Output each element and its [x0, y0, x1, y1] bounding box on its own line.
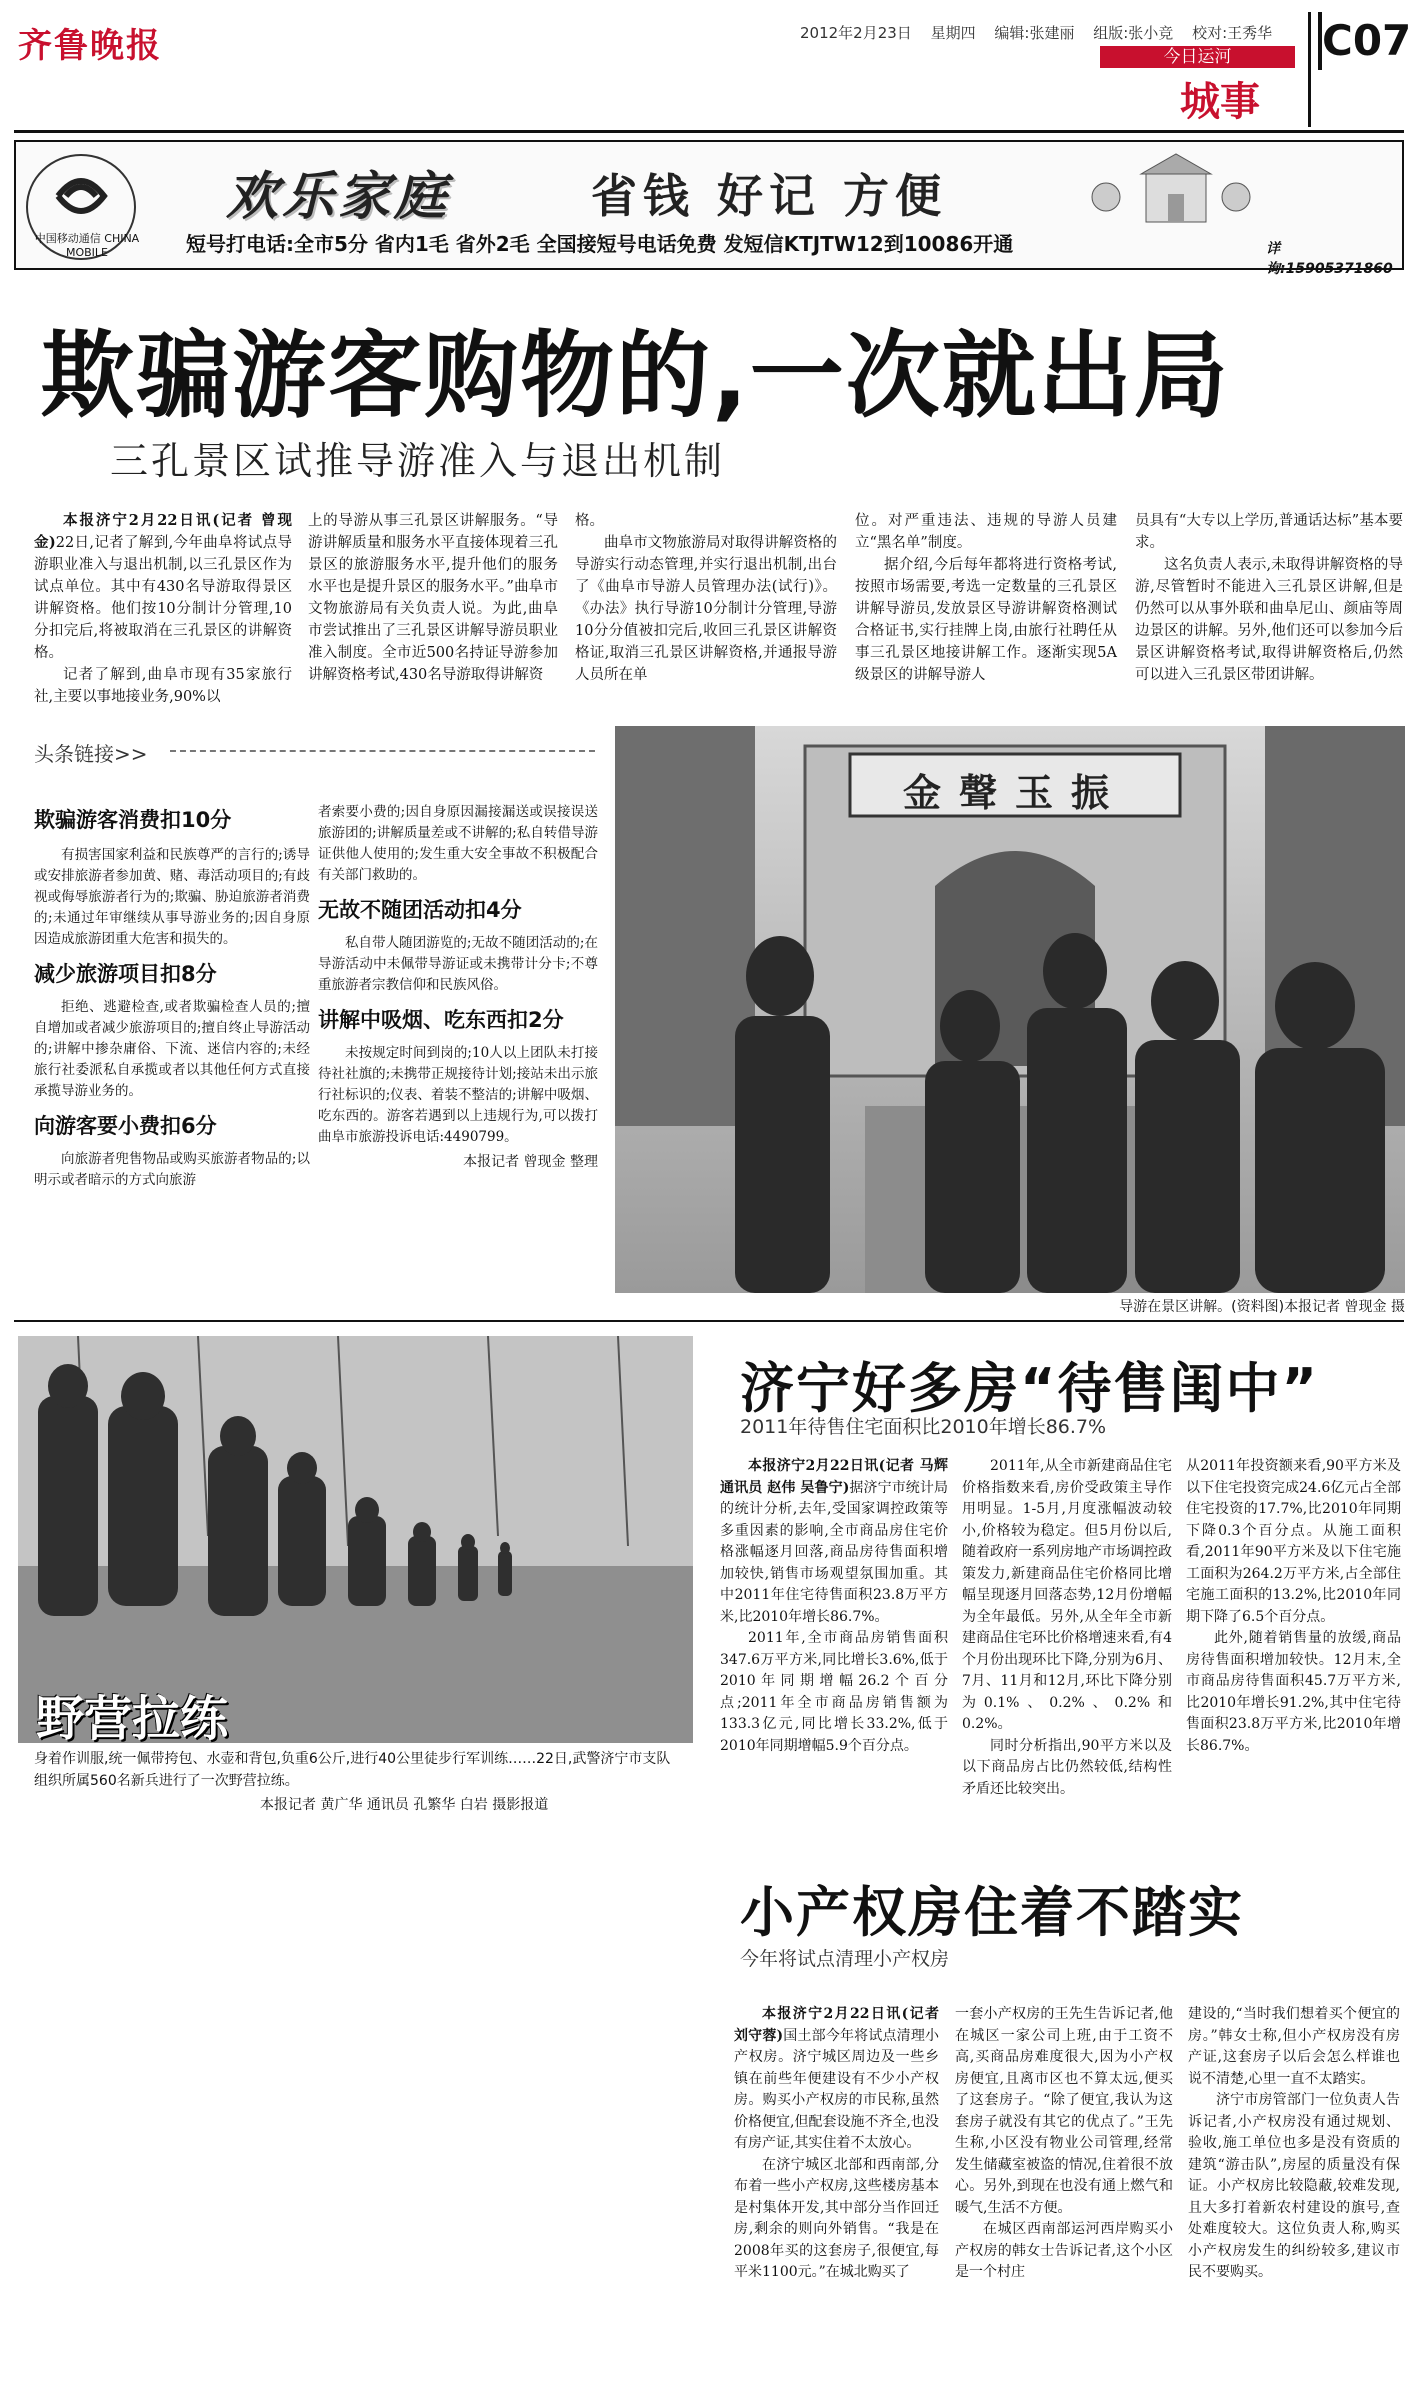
header-divider: [1308, 12, 1311, 127]
housing-byline: 本报济宁2月22日讯(记者 马辉 通讯员 赵伟 吴鲁宁): [720, 1458, 948, 1496]
lead-col5-p2: 这名负责人表示,未取得讲解资格的导游,尽管暂时不能进入三孔景区讲解,但是仍然可以从事外联和曲阜尼山、颜庙等周边景区的讲解。另外,他们还可以参加今后景区讲解资格考试,取得讲解资格后,仍然可以进入三孔景区带团讲解。: [1135, 557, 1403, 683]
links-column-2: [318, 802, 598, 1173]
ad-slogan: 省钱 好记 方便: [591, 169, 948, 223]
family-illustration-icon: [1076, 152, 1266, 262]
lead-headline: 欺骗游客购物的,一次就出局: [40, 322, 1230, 431]
links-column-1: [34, 810, 310, 1191]
link-text-2: 拒绝、逃避检查,或者欺骗检查人员的;擅自增加或者减少旅游项目的;擅自终止导游活动的;讲解中掺杂庸俗、下流、迷信内容的;未经旅行社委派私自承揽或者以其他任何方式直接承揽导游业务的。: [34, 999, 310, 1099]
ad-promo-line: 短号打电话:全市5分 省内1毛 省外2毛 全国接短号电话免费 发短信KTJTW12到10086开通: [186, 232, 1014, 256]
housing-col1-p2: 2011年,全市商品房销售面积347.6万平方米,同比增长3.6%,低于2010年同期增幅26.2个百分点;2011年全市商品房销售额为133.3亿元,同比增长33.2%,低于2010年同期增幅5.9个百分点。: [720, 1630, 948, 1754]
china-mobile-ad: [14, 140, 1404, 277]
tour-guide-photo: [615, 726, 1405, 1293]
link-title-1: 欺骗游客消费扣10分: [34, 808, 232, 832]
smallprop-col2-p1: 一套小产权房的王先生告诉记者,他在城区一家公司上班,由于工资不高,买商品房难度很大,因为小产权房便宜,且离市区也不算太远,便买了这套房子。“除了便宜,我认为这套房子就没有其它的优点了。”王先生称,小区没有物业公司管理,经常发生储藏室被盗的情况,住着很不放心。另外,到现在也没有通上燃气和暖气,生活不方便。: [955, 2006, 1173, 2216]
lead-col4-p1: 位。对严重违法、违规的导游人员建立“黑名单”制度。: [855, 513, 1117, 551]
smallprop-byline: 本报济宁2月22日讯(记者 刘守蓉): [734, 2006, 939, 2044]
housing-col3-p2: 此外,随着销售量的放缓,商品房待售面积增加较快。12月末,全市商品房待售面积45.7万平方米,比2010年增长91.2%,其中住宅待售面积23.8万平方米,比2010年增长86.7%。: [1186, 1630, 1401, 1754]
smallprop-column-3: [1188, 2004, 1400, 2284]
lead-subheadline: 三孔景区试推导游准入与退出机制: [110, 439, 726, 483]
lead-col2-text: 上的导游从事三孔景区讲解服务。“导游讲解质量和服务水平直接体现着三孔景区的旅游服务水平,提升他们的服务水平也是提升景区的服务水平。”曲阜市文物旅游局有关负责人说。为此,曲阜市尝试推出了三孔景区讲解导游员职业准入制度。全市近500名持证导游参加讲解资格考试,430名导游取得讲解资: [308, 513, 558, 683]
link-text-4: 私自带人随团游览的;无故不随团活动的;在导游活动中未佩带导游证或未携带计分卡;不尊重旅游者宗教信仰和民族风俗。: [318, 935, 598, 993]
lead-col5-p1: 员具有“大专以上学历,普通话达标”基本要求。: [1135, 513, 1403, 551]
links-byline: 本报记者 曾现金 整理: [463, 1154, 598, 1170]
smallprop-column-1: [734, 2004, 939, 2284]
lead-column-4: [855, 510, 1117, 686]
header-rule: [14, 130, 1404, 133]
housing-col1-p1: 据济宁市统计局的统计分析,去年,受国家调控政策等多重因素的影响,全市商品房住宅价格涨幅逐月回落,商品房待售面积增加较快,销售市场观望氛围加重。其中2011年住宅待售面积23.8万平方米,比2010年增长86.7%。: [720, 1479, 948, 1625]
housing-column-3: [1186, 1456, 1401, 1757]
links-heading: 头条链接>>: [34, 742, 148, 766]
ad-logo-text: 中国移动通信 CHINA MOBILE: [34, 232, 140, 259]
editor-credit: 编辑:张建丽: [994, 24, 1075, 42]
lead-col1-p2: 记者了解到,曲阜市现有35家旅行社,主要以事地接业务,90%以: [34, 667, 292, 705]
page-number: C07: [1318, 12, 1410, 70]
lead-column-5: [1135, 510, 1403, 686]
link-title-3: 向游客要小费扣6分: [34, 1114, 217, 1138]
photo2-caption: 身着作训服,统一佩带挎包、水壶和背包,负重6公斤,进行40公里徒步行军训练……22日,武警济宁市支队组织所属560名新兵进行了一次野营拉练。: [34, 1751, 671, 1789]
issue-date: 2012年2月23日: [800, 24, 912, 42]
section-name: 城事: [1180, 79, 1260, 125]
smallprop-col3-p1: 建设的,“当时我们想着买个便宜的房。”韩女士称,但小产权房没有房产证,这套房子以后会怎么样谁也说不清楚,心里一直不太踏实。: [1188, 2006, 1400, 2087]
link-text-3-cont: 者索要小费的;因自身原因漏接漏送或误接误送旅游团的;讲解质量差或不讲解的;私自转借导游证供他人使用的;发生重大安全事故不积极配合有关部门救助的。: [318, 804, 598, 883]
ad-title: 欢乐家庭: [226, 167, 451, 227]
smallprop-column-2: [955, 2004, 1173, 2284]
section-tag: 今日运河: [1100, 46, 1295, 68]
issue-weekday: 星期四: [930, 24, 976, 42]
smallprop-col3-p2: 济宁市房管部门一位负责人告诉记者,小产权房没有通过规划、验收,施工单位也多是没有资质的建筑“游击队”,房屋的质量没有保证。小产权房比较隐蔽,较难发现,且大多打着新农村建设的旗号,查处难度较大。这位负责人称,购买小产权房发生的纠纷较多,建议市民不要购买。: [1188, 2092, 1400, 2280]
photo2-byline: 本报记者 黄广华 通讯员 孔繁华 白岩 摄影报道: [260, 1797, 549, 1813]
issue-meta: [800, 22, 1286, 43]
ad-phone: 详询:15905371860: [1266, 241, 1393, 277]
link-title-5: 讲解中吸烟、吃东西扣2分: [318, 1008, 564, 1032]
layout-credit: 组版:张小竞: [1093, 24, 1174, 42]
section-divider: [14, 1320, 1404, 1322]
housing-headline: 济宁好多房“待售闺中”: [740, 1357, 1319, 1420]
proof-credit: 校对:王秀华: [1192, 24, 1273, 42]
lead-column-2: [308, 510, 558, 686]
housing-col2-p1: 2011年,从全市新建商品住宅价格指数来看,房价受政策主导作用明显。1-5月,月度涨幅波动较小,价格较为稳定。但5月份以后,随着政府一系列房地产市场调控政策发力,新建商品住宅价格同比增幅呈现逐月回落态势,12月份增幅为全年最低。另外,从全年全市新建商品住宅环比价格增速来看,有4个月份出现环比下降,分别为6月、7月、11月和12月,环比下降分别为0.1%、0.2%、0.2%和0.2%。: [962, 1458, 1172, 1732]
smallprop-col1-p2: 在济宁城区北部和西南部,分布着一些小产权房,这些楼房基本是村集体开发,其中部分当作回迁房,剩余的则向外销售。“我是在2008年买的这套房子,很便宜,每平米1100元。”在城北购买了: [734, 2156, 939, 2280]
smallprop-col1-p1: 国土部今年将试点清理小产权房。济宁城区周边及一些乡镇在前些年便建设有不少小产权房。购买小产权房的市民称,虽然价格便宜,但配套设施不齐全,也没有房产证,其实住着不太放心。: [734, 2027, 940, 2151]
housing-subheadline: 2011年待售住宅面积比2010年增长86.7%: [740, 1416, 1107, 1438]
lead-col4-p2: 据介绍,今后每年都将进行资格考试,按照市场需要,考选一定数量的三孔景区讲解导游员,发放景区导游讲解资格测试合格证书,实行挂牌上岗,由旅行社聘任从事三孔景区地接讲解工作。逐渐实现5A级景区的讲解导游人: [855, 557, 1117, 683]
lead-column-3: [575, 510, 837, 686]
photo2-title: 野营拉练: [36, 1691, 229, 1747]
housing-col2-p2: 同时分析指出,90平方米以及以下商品房占比仍然较低,结构性矛盾还比较突出。: [962, 1737, 1172, 1797]
lead-col3-p1: 格。: [575, 513, 604, 529]
link-text-3: 向旅游者兜售物品或购买旅游者物品的;以明示或者暗示的方式向旅游: [34, 1151, 310, 1188]
smallprop-headline: 小产权房住着不踏实: [740, 1881, 1244, 1944]
newspaper-masthead: 齐鲁晚报: [18, 26, 162, 66]
lead-col3-p2: 曲阜市文物旅游局对取得讲解资格的导游实行动态管理,并实行退出机制,出台了《曲阜市导游人员管理办法(试行)》。《办法》执行导游10分制计分管理,导游10分分值被扣完后,收回三孔景区讲解资格证,取消三孔景区讲解资格,并通报导游人员所在单: [575, 535, 837, 683]
link-text-5: 未按规定时间到岗的;10人以上团队未打接待社社旗的;未携带正规接待计划;接站未出示旅行社标识的;仪表、着装不整洁的;讲解中吸烟、吃东西的。游客若遇到以上违规行为,可以拨打曲阜市旅游投诉电话:4490799。: [318, 1045, 598, 1145]
gate-sign: 金聲玉振: [902, 770, 1127, 815]
link-title-4: 无故不随团活动扣4分: [318, 898, 522, 922]
link-text-1: 有损害国家利益和民族尊严的言行的;诱导或安排旅游者参加黄、赌、毒活动项目的;有歧视或侮辱旅游者行为的;欺骗、胁迫旅游者消费的;未通过年审继续从事导游业务的;因自身原因造成旅游团重大危害和损失的。: [34, 847, 310, 947]
smallprop-subheadline: 今年将试点清理小产权房: [740, 1948, 950, 1970]
lead-column-1: [34, 510, 292, 708]
smallprop-col2-p2: 在城区西南部运河西岸购买小产权房的韩女士告诉记者,这个小区是一个村庄: [955, 2221, 1173, 2280]
housing-column-1: [720, 1456, 948, 1757]
links-dashed-rule: [170, 750, 595, 752]
housing-col3-p1: 从2011年投资额来看,90平方米及以下住宅投资完成24.6亿元占全部住宅投资的17.7%,比2010年同期下降0.3个百分点。从施工面积看,2011年90平方米及以下住宅施工面积为264.2万平方米,占全部住宅施工面积的13.2%,比2010年同期下降了6.5个百分点。: [1186, 1458, 1401, 1625]
photo1-caption: 导游在景区讲解。(资料图)本报记者 曾现金 摄: [1119, 1299, 1405, 1315]
link-title-2: 减少旅游项目扣8分: [34, 962, 217, 986]
housing-column-2: [962, 1456, 1172, 1800]
lead-col1-p1: 22日,记者了解到,今年曲阜将试点导游职业准入与退出机制,以三孔景区作为试点单位。其中有430名导游取得景区讲解资格。他们按10分制计分管理,10分扣完后,将被取消在三孔景区的讲解资格。: [34, 535, 292, 661]
lead-byline: 本报济宁2月22日讯(记者 曾现金): [34, 512, 292, 551]
